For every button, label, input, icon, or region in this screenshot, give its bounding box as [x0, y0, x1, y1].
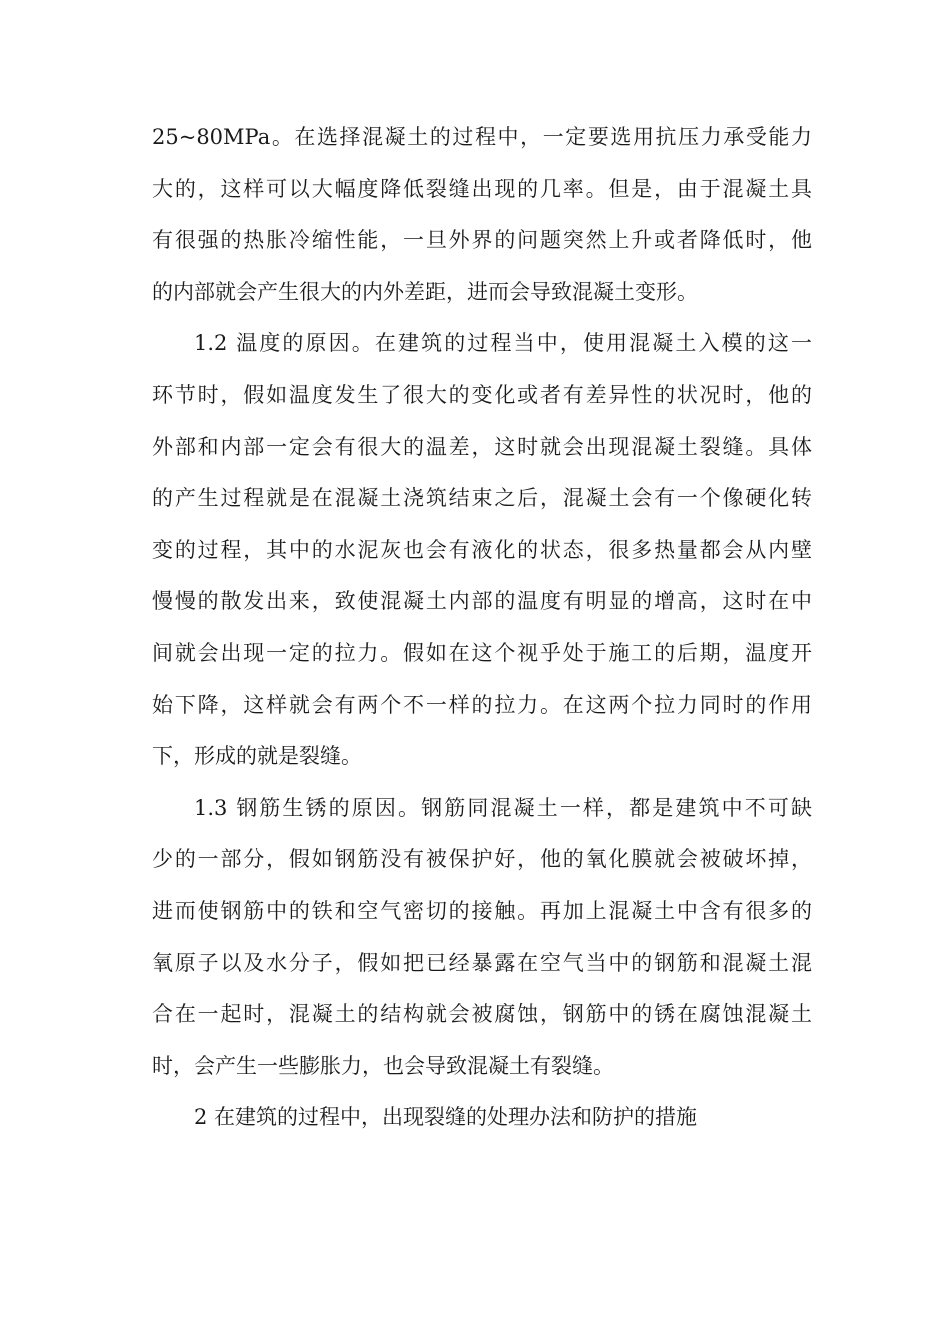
text-line: 大的，这样可以大幅度降低裂缝出现的几率。但是，由于混凝土具	[152, 176, 812, 201]
text-line: 外部和内部一定会有很大的温差，这时就会出现混凝土裂缝。具体	[152, 434, 812, 459]
text-line: 时，会产生一些膨胀力，也会导致混凝土有裂缝。	[152, 1053, 614, 1078]
text-line: 合在一起时，混凝土的结构就会被腐蚀，钢筋中的锈在腐蚀混凝土	[152, 1002, 812, 1027]
section-heading-1-2: 1.2 温度的原因。在建筑的过程当中，使用混凝土入模的这一	[194, 331, 812, 356]
section-heading-1-3: 1.3 钢筋生锈的原因。钢筋同混凝土一样，都是建筑中不可缺	[194, 795, 812, 820]
text-line: 的产生过程就是在混凝土浇筑结束之后，混凝土会有一个像硬化转	[152, 486, 812, 511]
section-heading-2: 2 在建筑的过程中，出现裂缝的处理办法和防护的措施	[194, 1105, 698, 1130]
text-line: 下，形成的就是裂缝。	[152, 744, 362, 769]
text-line: 变的过程，其中的水泥灰也会有液化的状态，很多热量都会从内壁	[152, 537, 812, 562]
text-line: 始下降，这样就会有两个不一样的拉力。在这两个拉力同时的作用	[152, 692, 812, 717]
body-text	[152, 112, 812, 1144]
text-line: 环节时，假如温度发生了很大的变化或者有差异性的状况时，他的	[152, 382, 812, 407]
text-line: 少的一部分，假如钢筋没有被保护好，他的氧化膜就会被破坏掉，	[152, 847, 812, 872]
text-line: 25~80MPa。在选择混凝土的过程中，一定要选用抗压力承受能力	[152, 125, 812, 149]
text-line: 的内部就会产生很大的内外差距，进而会导致混凝土变形。	[152, 279, 698, 304]
text-line: 进而使钢筋中的铁和空气密切的接触。再加上混凝土中含有很多的	[152, 898, 812, 923]
text-line: 氧原子以及水分子，假如把已经暴露在空气当中的钢筋和混凝土混	[152, 950, 812, 975]
text-line: 间就会出现一定的拉力。假如在这个视乎处于施工的后期，温度开	[152, 640, 812, 665]
text-line: 慢慢的散发出来，致使混凝土内部的温度有明显的增高，这时在中	[152, 589, 812, 614]
text-line: 有很强的热胀冷缩性能，一旦外界的问题突然上升或者降低时，他	[152, 228, 812, 253]
